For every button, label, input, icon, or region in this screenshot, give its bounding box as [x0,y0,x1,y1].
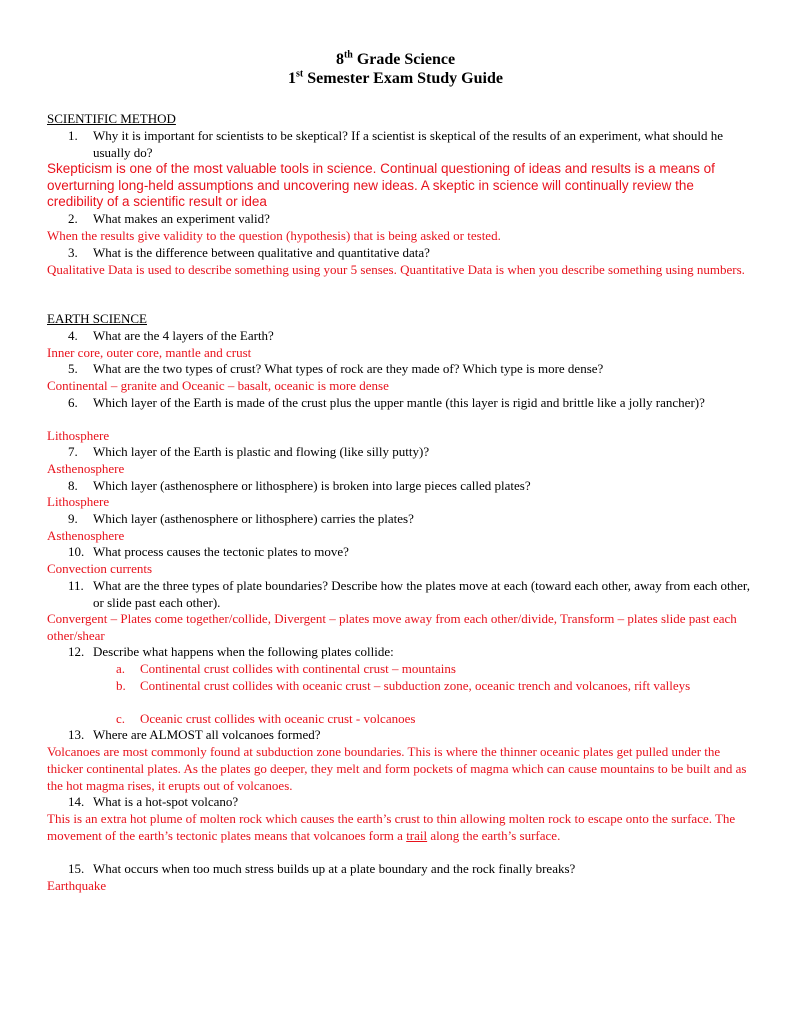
answer-12a: a. Continental crust collides with continental crust – mountains [116,661,456,676]
answer-9: Asthenosphere [47,528,125,543]
underlined-word-trail: trail [406,828,428,843]
answer-1: Skepticism is one of the most valuable tools in science. Continual questioning of ideas and results is a means of overturning long-held assumptions and uncovering new ideas. A skeptic in science will continually review the credibility of a scientific result or idea [47,161,715,210]
section-heading-scientific-method: SCIENTIFIC METHOD [47,111,176,126]
answer-11: Convergent – Plates come together/collide, Divergent – plates move away from each other/divide, Transform – plates slide past each other/shear [47,611,737,643]
answer-4: Inner core, outer core, mantle and crust [47,345,252,360]
question-2: 2. What makes an experiment valid? [68,211,270,226]
question-3: 3. What is the difference between qualitative and quantitative data? [68,245,430,260]
answer-15: Earthquake [47,878,107,893]
answer-6: Lithosphere [47,428,110,443]
question-4: 4. What are the 4 layers of the Earth? [68,328,274,343]
answer-5: Continental – granite and Oceanic – basalt, oceanic is more dense [47,378,389,393]
answer-12b: b. Continental crust collides with oceanic crust – subduction zone, oceanic trench and volcanoes, rift valleys [116,678,691,693]
question-7: 7. Which layer of the Earth is plastic and flowing (like silly putty)? [68,444,430,459]
question-9: 9. Which layer (asthenosphere or lithosphere) carries the plates? [68,511,414,526]
answer-3: Qualitative Data is used to describe something using your 5 senses. Quantitative Data is when you describe something using numbers. [47,262,745,277]
answer-2: When the results give validity to the question (hypothesis) that is being asked or tested. [47,228,501,243]
answer-12c: c. Oceanic crust collides with oceanic crust - volcanoes [116,711,416,726]
page-subtitle: 1st Semester Exam Study Guide [288,68,503,87]
answer-13: Volcanoes are most commonly found at subduction zone boundaries. This is where the thinner oceanic plates get pulled under the thicker continental plates. As the plates go deeper, they melt and form pockets of magma which can cause mountains to be built and as the hot magma rises, it erupts out of volcanoes. [47,744,747,793]
question-12: 12. Describe what happens when the following plates collide: [68,644,394,659]
question-5: 5. What are the two types of crust? What types of rock are they made of? Which type is more dense? [68,361,604,376]
question-8: 8. Which layer (asthenosphere or lithosphere) is broken into large pieces called plates? [68,478,531,493]
section-heading-earth-science: EARTH SCIENCE [47,311,147,326]
answer-7: Asthenosphere [47,461,125,476]
answer-14: This is an extra hot plume of molten rock which causes the earth’s crust to thin allowing molten rock to escape onto the surface. The movement of the earth’s tectonic plates means that volcanoes form a trail along the earth’s surface. [47,811,736,843]
page-title: 8th Grade Science [335,49,456,68]
question-13: 13. Where are ALMOST all volcanoes formed? [68,727,321,742]
question-11: 11. What are the three types of plate boundaries? Describe how the plates move at each (toward each other, away from each other, or slide past each other). [68,578,750,610]
answer-8: Lithosphere [47,494,110,509]
question-6: 6. Which layer of the Earth is made of the crust plus the upper mantle (this layer is rigid and brittle like a jolly rancher)? [68,395,705,410]
question-15: 15. What occurs when too much stress builds up at a plate boundary and the rock finally breaks? [68,861,576,876]
question-10: 10. What process causes the tectonic plates to move? [68,544,349,559]
question-1: 1. Why it is important for scientists to be skeptical? If a scientist is skeptical of the results of an experiment, what should he usually do? [68,128,723,160]
question-14: 14. What is a hot-spot volcano? [68,794,239,809]
answer-10: Convection currents [47,561,153,576]
